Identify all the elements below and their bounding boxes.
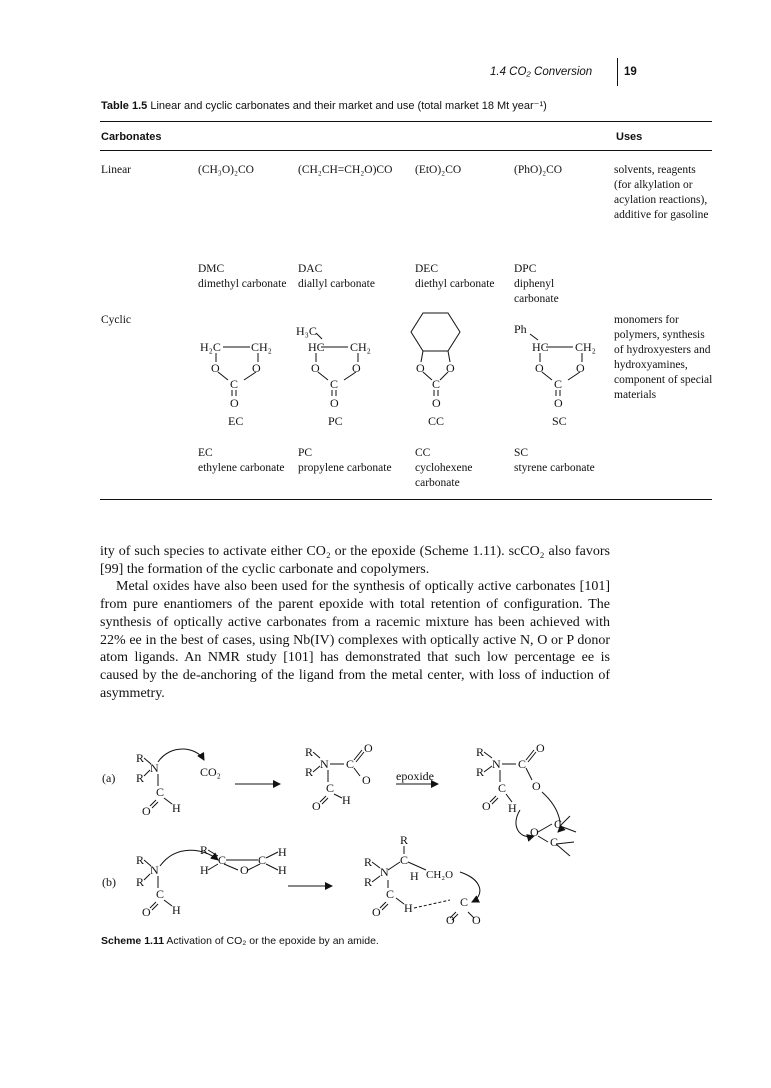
a2-h: H — [342, 793, 351, 807]
table-bottom-rule — [100, 499, 712, 500]
ec-c: C — [230, 377, 239, 391]
paragraph-1: ity of such species to activate either CO₂ or the epoxide (Scheme 1.11). scCO₂ also favors [99] the formation of the cyclic carbonate and copolymers. — [100, 544, 610, 577]
b2-co2-c: C — [460, 895, 469, 909]
name-dmc — [198, 262, 293, 292]
table-caption-text: Linear and cyclic carbonates and their market and use (total market 18 Mt year⁻¹) — [150, 100, 547, 112]
cc-struct-label: CC — [428, 414, 445, 428]
a3-o-bottom: O — [482, 799, 491, 813]
a2-c-bottom: C — [326, 781, 335, 795]
full-name-ec: ethylene carbonate — [198, 462, 285, 474]
b1-r-bottom: R — [136, 875, 145, 889]
a3-r-top: R — [476, 745, 485, 759]
uses-linear: solvents, reagents (for alkylation or acylation reactions), additive for gasoline — [614, 164, 709, 221]
b1-r-top: R — [136, 853, 145, 867]
ec-h2c: H₂C — [200, 340, 221, 354]
b1-epoxide-h-top: H — [278, 845, 287, 859]
sc-o-left: O — [535, 361, 544, 375]
row-label-linear: Linear — [101, 164, 132, 176]
pc-o-carbonyl: O — [330, 396, 339, 410]
scheme-caption-text: Activation of CO₂ or the epoxide by an amide. — [166, 935, 379, 947]
b1-n: N — [150, 863, 159, 877]
name-cc — [415, 446, 505, 491]
a3-r-bottom: R — [476, 765, 485, 779]
b2-c-top: C — [400, 853, 409, 867]
a1-c: C — [156, 785, 165, 799]
col-header-carbonates: Carbonates — [101, 131, 162, 143]
b2-r-left: R — [364, 855, 373, 869]
a2-r-top: R — [305, 745, 314, 759]
abbr-dec: DEC — [415, 263, 438, 275]
header-divider — [617, 58, 618, 86]
b2-r-top: R — [400, 833, 409, 847]
name-pc — [298, 446, 413, 476]
b2-n: N — [380, 865, 389, 879]
body-text — [100, 543, 610, 702]
ec-struct-label: EC — [228, 414, 244, 428]
b1-epoxide-c2: C — [258, 853, 267, 867]
sc-o-right: O — [576, 361, 585, 375]
pc-o-right: O — [352, 361, 361, 375]
sc-hc: HC — [532, 340, 549, 354]
label-a: (a) — [102, 771, 116, 785]
formula-dpc: (PhO)₂CO — [514, 164, 563, 176]
sc-c: C — [554, 377, 563, 391]
b1-epoxide-h-left: H — [200, 863, 209, 877]
pc-o-left: O — [311, 361, 320, 375]
table-header-rule — [100, 150, 712, 151]
full-name-cc: cyclohexene carbonate — [415, 462, 473, 489]
b2-o-bottom: O — [372, 905, 381, 919]
cc-o-left: O — [416, 361, 425, 375]
cc-c: C — [432, 377, 441, 391]
a3-c-top: C — [518, 757, 527, 771]
table-caption — [101, 99, 547, 112]
b1-epoxide-o: O — [240, 863, 249, 877]
ec-o-left: O — [211, 361, 220, 375]
a1-o: O — [142, 804, 151, 818]
a1-r-bottom: R — [136, 771, 145, 785]
full-name-dpc: diphenyl carbonate — [514, 278, 559, 305]
full-name-pc: propylene carbonate — [298, 462, 392, 474]
b2-co2-o-left: O — [446, 913, 455, 927]
formula-dmc: (CH₃O)₂CO — [198, 164, 254, 176]
abbr-pc: PC — [298, 447, 313, 459]
pc-ch2: CH₂ — [350, 340, 371, 354]
a3-epoxide-c1: C — [554, 817, 563, 831]
sc-o-carbonyl: O — [554, 396, 563, 410]
name-dpc — [514, 262, 594, 307]
a3-h: H — [508, 801, 517, 815]
sc-ph: Ph — [514, 322, 527, 336]
name-sc — [514, 446, 614, 476]
table-label: Table 1.5 — [101, 100, 148, 112]
b1-epoxide-h-bottom: H — [278, 863, 287, 877]
ec-ch2: CH₂ — [251, 340, 272, 354]
ec-o-right: O — [252, 361, 261, 375]
ec-o-carbonyl: O — [230, 396, 239, 410]
a3-c-bottom: C — [498, 781, 507, 795]
full-name-dec: diethyl carbonate — [415, 278, 495, 290]
b1-h: H — [172, 903, 181, 917]
cc-o-carbonyl: O — [432, 396, 441, 410]
sc-ch2: CH₂ — [575, 340, 596, 354]
pc-struct-label: PC — [328, 414, 343, 428]
a3-n: N — [492, 757, 501, 771]
page-number: 19 — [624, 66, 637, 78]
formula-dac: (CH₂CH=CH₂O)CO — [298, 164, 393, 176]
pc-c: C — [330, 377, 339, 391]
row-label-cyclic: Cyclic — [101, 314, 132, 326]
abbr-dmc: DMC — [198, 263, 225, 275]
abbr-cc: CC — [415, 447, 431, 459]
cyclic-carbonate-structures — [190, 310, 610, 430]
abbr-dpc: DPC — [514, 263, 537, 275]
a2-r-bottom: R — [305, 765, 314, 779]
a2-n: N — [320, 757, 329, 771]
a1-r-top: R — [136, 751, 145, 765]
b2-r-bottom: R — [364, 875, 373, 889]
b2-ch2-o-group: CH₂O — [426, 869, 454, 881]
a3-o-minus: O — [532, 779, 541, 793]
co2-label: CO₂ — [200, 765, 221, 779]
b1-c: C — [156, 887, 165, 901]
name-dac — [298, 262, 413, 292]
a1-n: N — [150, 761, 159, 775]
epoxide-label: epoxide — [396, 769, 434, 783]
a2-o-top: O — [364, 741, 373, 755]
scheme-caption — [101, 935, 379, 947]
b2-c-bottom: C — [386, 887, 395, 901]
full-name-sc: styrene carbonate — [514, 462, 595, 474]
pc-hc: HC — [308, 340, 325, 354]
label-b: (b) — [102, 875, 116, 889]
a3-epoxide-o: O — [530, 825, 539, 839]
uses-cyclic: monomers for polymers, synthesis of hydroxyesters and hydroxyamines, component of special materials — [614, 314, 713, 401]
a2-o-bottom: O — [312, 799, 321, 813]
b2-h-bottom: H — [404, 901, 413, 915]
b1-epoxide-r: R — [200, 843, 209, 857]
abbr-ec: EC — [198, 447, 213, 459]
scheme-label: Scheme 1.11 — [101, 935, 165, 947]
a2-c-top: C — [346, 757, 355, 771]
a2-o-minus: O — [362, 773, 371, 787]
abbr-sc: SC — [514, 447, 529, 459]
b2-h: H — [410, 869, 419, 883]
b1-o: O — [142, 905, 151, 919]
name-ec — [198, 446, 293, 476]
name-dec — [415, 262, 515, 292]
abbr-dac: DAC — [298, 263, 323, 275]
running-header-section: 1.4 CO₂ Conversion — [490, 66, 593, 78]
full-name-dac: diallyl carbonate — [298, 278, 375, 290]
a1-h: H — [172, 801, 181, 815]
cc-o-right: O — [446, 361, 455, 375]
a3-epoxide-c2: C — [550, 835, 559, 849]
paragraph-2: Metal oxides have also been used for the synthesis of optically active carbonates [101] from pure enantiomers of the parent epoxide with total retention of configuration. The synthesis of optically active carbonates from a racemic mixture has been achieved with 22% ee in the best of cases, using Nb(IV) complexes with optically active N, O or P donor atom ligands. An NMR study [101] has demonstrated that such low percentage ee is caused by the de-anchoring of the ligand from the metal center, with loss of induction of asymmetry. — [100, 579, 610, 701]
scheme-1-11-diagram — [100, 740, 620, 930]
a3-o-top: O — [536, 741, 545, 755]
full-name-dmc: dimethyl carbonate — [198, 278, 287, 290]
pc-h3c: H₃C — [296, 324, 317, 338]
formula-dec: (EtO)₂CO — [415, 164, 462, 176]
b1-epoxide-c1: C — [218, 853, 227, 867]
b2-co2-o-right: O — [472, 913, 481, 927]
table-top-rule — [100, 121, 712, 122]
sc-struct-label: SC — [552, 414, 567, 428]
col-header-uses: Uses — [616, 131, 643, 143]
